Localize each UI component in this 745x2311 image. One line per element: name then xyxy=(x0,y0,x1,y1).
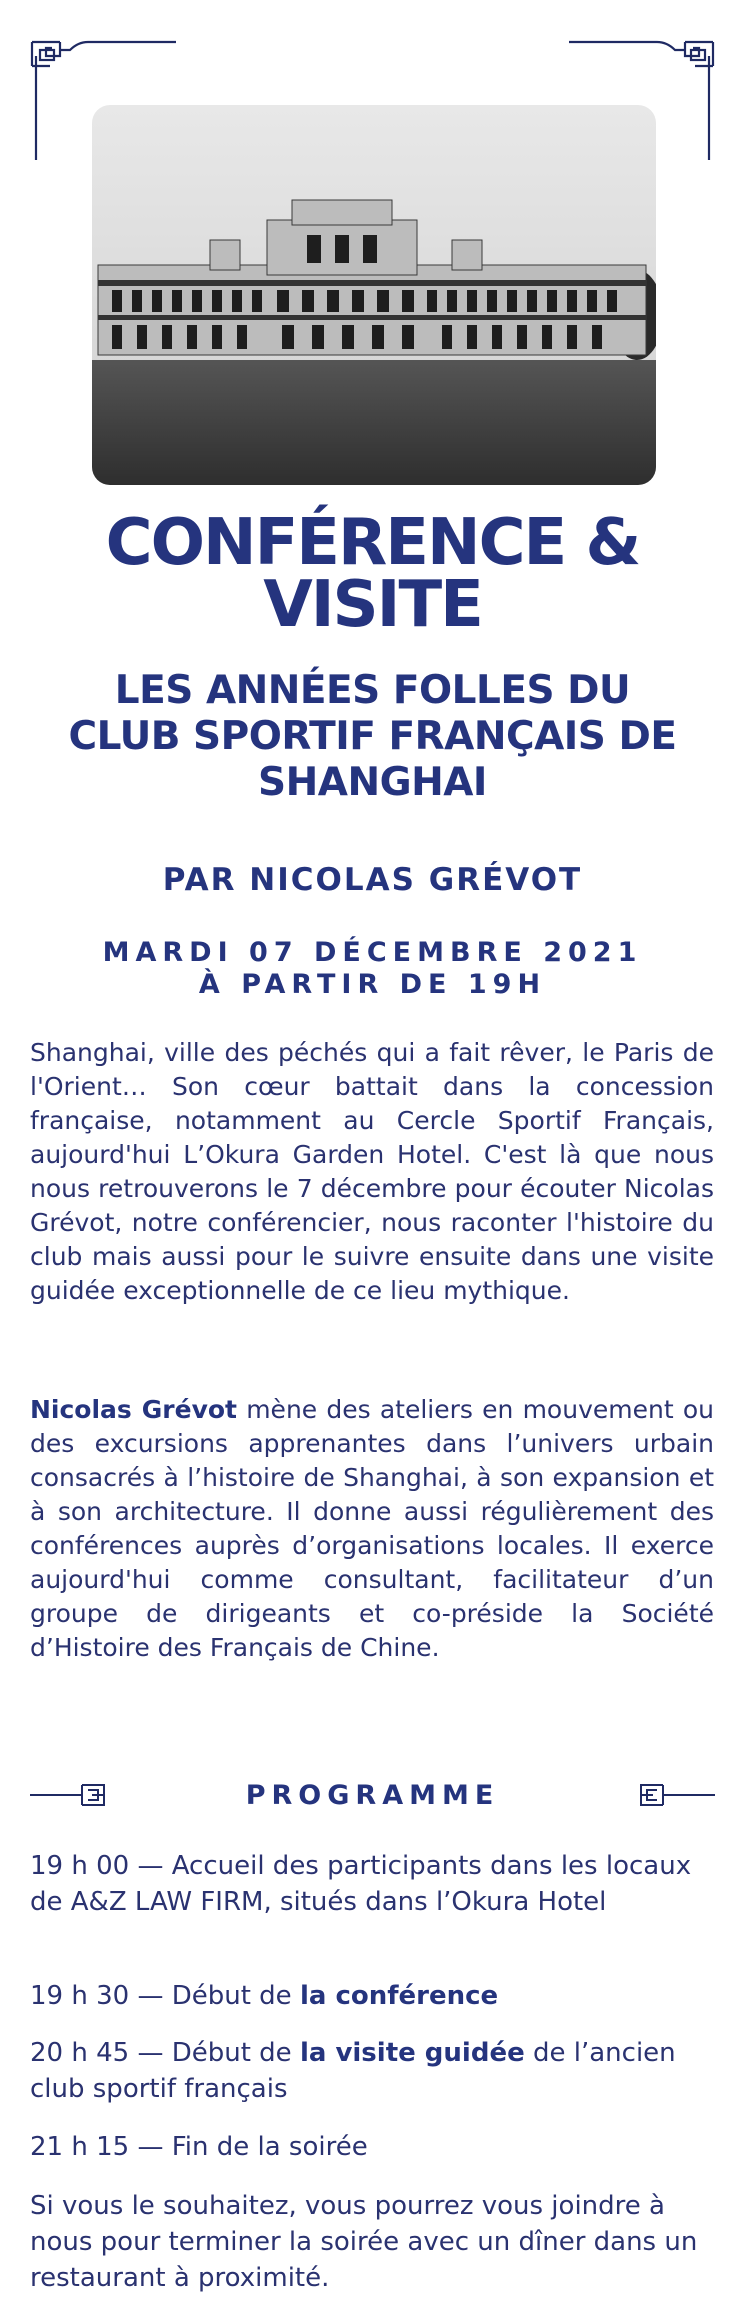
bio-paragraph xyxy=(30,1393,714,1665)
programme-header xyxy=(0,1772,745,1816)
club-building-photo xyxy=(92,105,656,485)
author-line: PAR NICOLAS GRÉVOT xyxy=(162,862,583,898)
item-text: 20 h 45 — Début de xyxy=(30,2038,300,2068)
speaker-name: Nicolas Grévot xyxy=(30,1395,237,1424)
event-date xyxy=(0,937,745,1001)
closing-note: Si vous le souhaitez, vous pourrez vous joindre à nous pour terminer la soirée avec un dîner dans un restaurant à proximité. xyxy=(30,2191,698,2293)
item-text: 19 h 30 — Début de xyxy=(30,1981,300,2011)
programme-heading: PROGRAMME xyxy=(245,1780,500,1811)
programme-item xyxy=(30,2035,714,2107)
programme-item: 21 h 15 — Fin de la soirée xyxy=(30,2132,368,2162)
item-highlight: la visite guidée xyxy=(299,2038,525,2068)
bio-text: mène des ateliers en mouvement ou des excursions apprenantes dans l’univers urbain consacrés à l’histoire de Shanghai, à son expansion et à son architecture. Il donne aussi régulièrement des conférences auprès d’organisations locales. Il exerce aujourd'hui comme consultant, facilitateur d’un groupe de dirigeants et co-préside la Société d’Histoire des Français de Chine. xyxy=(30,1395,714,1662)
subtitle-line: LES ANNÉES FOLLES DU xyxy=(114,668,631,713)
programme-item: 19 h 00 — Accueil des participants dans les locaux de A&Z LAW FIRM, situés dans l’Okura Hotel xyxy=(30,1851,692,1917)
title-line: CONFÉRENCE & xyxy=(105,506,640,580)
intro-paragraph: Shanghai, ville des péchés qui a fait rêver, le Paris de l'Orient… Son cœur battait dans la concession française, notamment au Cercle Sportif Français, aujourd'hui L’Okura Garden Hotel. C'est là que nous nous retrouverons le 7 décembre pour écouter Nicolas Grévot, notre conférencier, nous raconter l'histoire du club mais aussi pour le suivre ensuite dans une visite guidée exceptionnelle de ce lieu mythique. xyxy=(30,1038,714,1305)
programme-item xyxy=(30,1978,714,2014)
fret-arrow-ornament-icon xyxy=(635,1780,715,1814)
item-text: de l’ancien club sportif français xyxy=(30,2038,676,2104)
date-line: MARDI 07 DÉCEMBRE 2021 xyxy=(102,937,643,968)
subtitle xyxy=(0,668,745,806)
subtitle-line: CLUB SPORTIF FRANÇAIS DE xyxy=(68,714,677,759)
title-line: VISITE xyxy=(263,568,482,642)
subtitle-line: SHANGHAI xyxy=(258,760,487,805)
page-title xyxy=(0,506,745,642)
time-line: À PARTIR DE 19H xyxy=(198,969,547,1000)
item-highlight: la conférence xyxy=(299,1981,499,2011)
